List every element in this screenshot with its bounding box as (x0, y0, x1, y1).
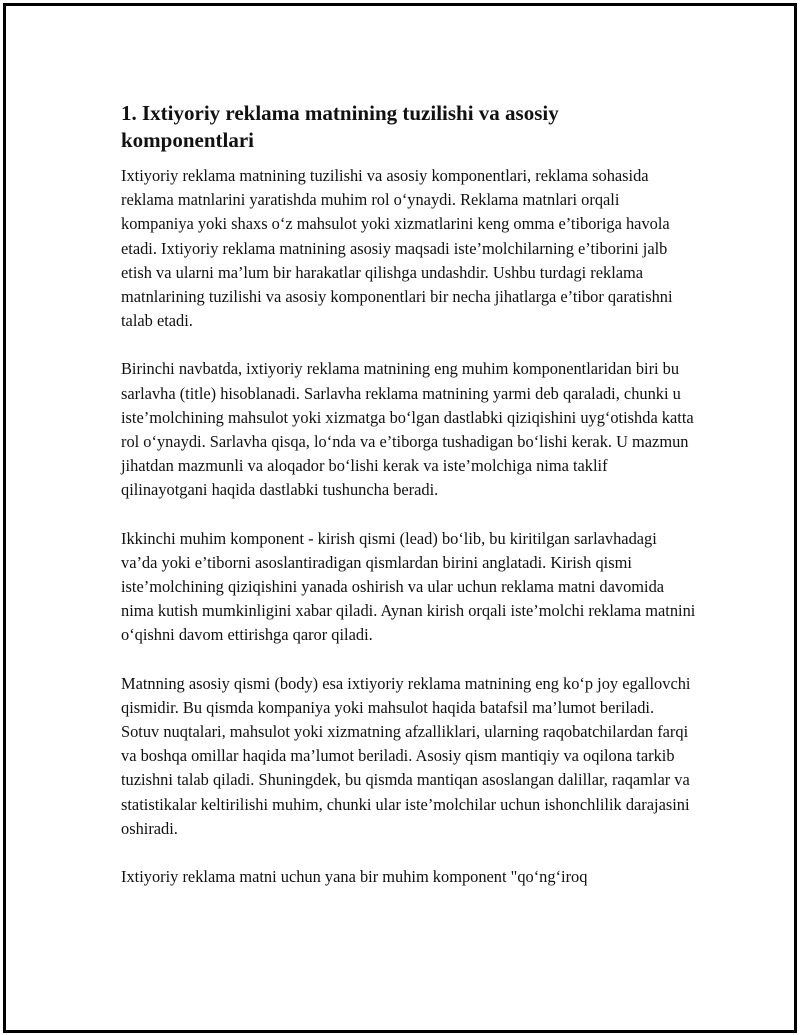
document-body (121, 100, 696, 889)
page-frame (3, 3, 797, 1033)
paragraph-body-component: Matnning asosiy qismi (body) esa ixtiyoriy reklama matnining eng ko‘p joy egallovchi qismidir. Bu qismda kompaniya yoki mahsulot haqida batafsil ma’lumot beriladi. Sotuv nuqtalari, mahsulot yoki xizmatning afzalliklari, ularning raqobatchilardan farqi va boshqa omillar haqida ma’lumot beriladi. Asosiy qism mantiqiy va oqilona tarkib tuzishni talab qiladi. Shuningdek, bu qismda mantiqan asoslangan dalillar, raqamlar va statistikalar keltirilishi muhim, chunki ular iste’molchilar uchun ishonchlilik darajasini oshiradi. (121, 673, 691, 838)
section-heading: 1. Ixtiyoriy reklama matnining tuzilishi va asosiy komponentlari (121, 101, 559, 152)
paragraph-call-component: Ixtiyoriy reklama matni uchun yana bir muhim komponent "qo‘ng‘iroq (121, 867, 588, 887)
paragraph-intro: Ixtiyoriy reklama matnining tuzilishi va asosiy komponentlari, reklama sohasida reklama matnlarini yaratishda muhim rol o‘ynaydi. Reklama matnlari orqali kompaniya yoki shaxs o‘z mahsulot yoki xizmatlarini keng omma e’tiboriga havola etadi. Ixtiyoriy reklama matnining asosiy maqsadi iste’molchilarning e’tiborini jalb etish va ularni ma’lum bir harakatlar qilishga undashdir. Ushbu turdagi reklama matnlarining tuzilishi va asosiy komponentlari bir necha jihatlarga e’tibor qaratishni talab etadi. (121, 166, 673, 331)
paragraph-lead-component: Ikkinchi muhim komponent - kirish qismi (lead) bo‘lib, bu kiritilgan sarlavhadagi va’da yoki e’tiborni asoslantiradigan qismlardan birini anglatadi. Kirish qismi iste’molchining qiziqishini yanada oshirish va ular uchun reklama matni davomida nima kutish mumkinligini xabar qiladi. Aynan kirish orqali iste’molchi reklama matnini o‘qishni davom ettirishga qaror qiladi. (121, 528, 696, 645)
paragraph-title-component: Birinchi navbatda, ixtiyoriy reklama matnining eng muhim komponentlaridan biri bu sarlavha (title) hisoblanadi. Sarlavha reklama matnining yarmi deb qaraladi, chunki u iste’molchining mahsulot yoki xizmatga bo‘lgan dastlabki qiziqishini uyg‘otishda katta rol o‘ynaydi. Sarlavha qisqa, lo‘nda va e’tiborga tushadigan bo‘lishi kerak. U mazmun jihatdan mazmunli va aloqador bo‘lishi kerak va iste’molchiga nima taklif qilinayotgani haqida dastlabki tushuncha beradi. (121, 359, 694, 500)
